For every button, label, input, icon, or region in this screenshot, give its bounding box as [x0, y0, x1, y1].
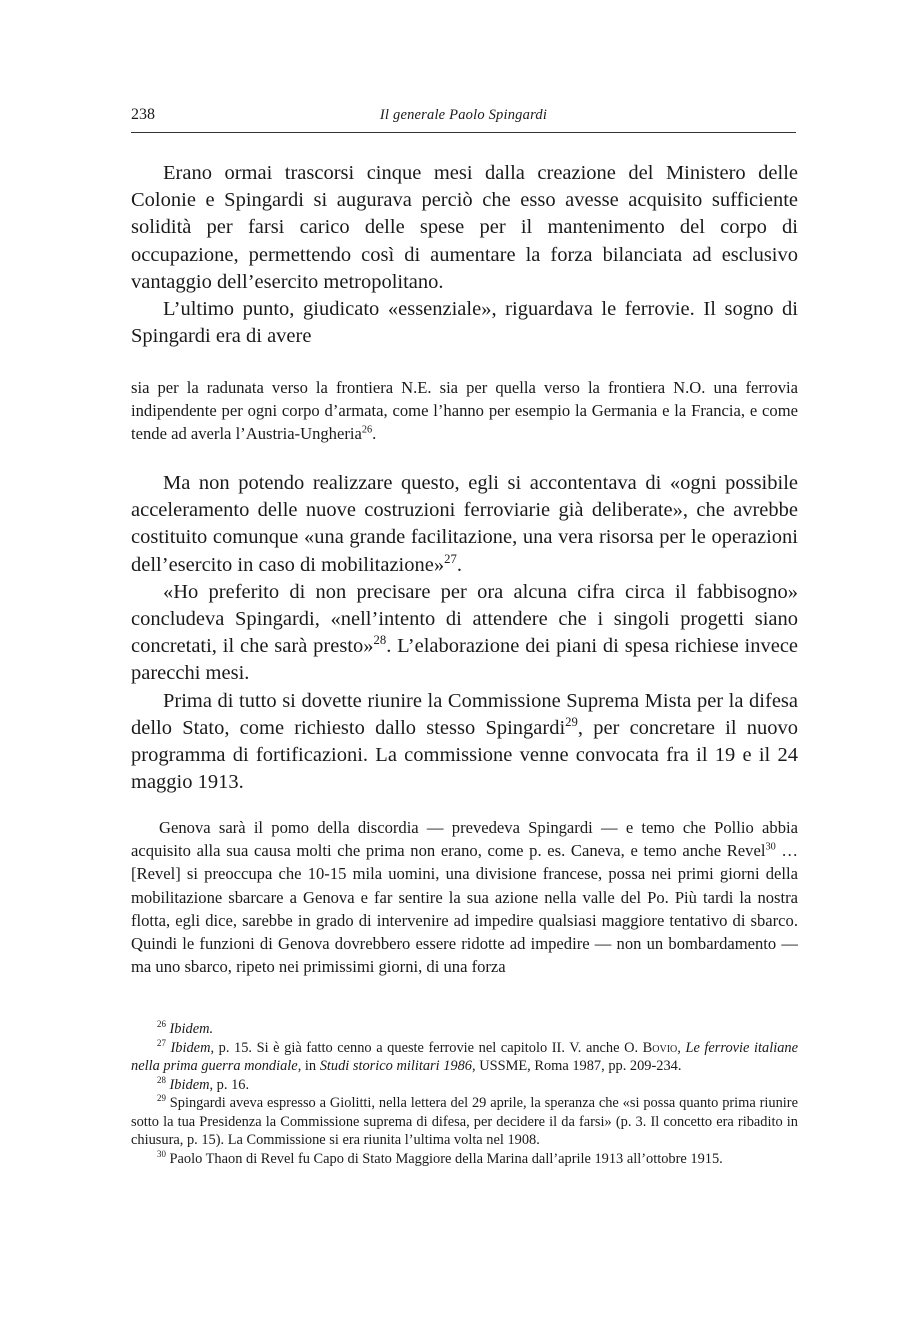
footnote-28-part-b: , p. 16.: [209, 1076, 250, 1093]
footnote-27-number: 27: [157, 1037, 166, 1048]
block-quote-2: [131, 816, 798, 978]
paragraph-5-end: , per concretare il nuovo programma di fortificazioni. La commissione venne convocata fra il 19 e il 24 maggio 1913.: [131, 716, 798, 794]
footnote-29: [131, 1094, 798, 1150]
footnote-27-ibidem: Ibidem: [170, 1039, 211, 1056]
page-number: 238: [131, 106, 155, 123]
footnote-28-ibidem: Ibidem: [169, 1076, 210, 1093]
quote-2-text: [131, 816, 798, 978]
paragraph-3: [131, 470, 798, 579]
running-title: Il generale Paolo Spingardi: [379, 107, 548, 123]
footnote-ref-26: 26: [361, 424, 373, 436]
body-section-1: [131, 160, 798, 350]
footnotes: [131, 1020, 798, 1168]
quote-1-text: [131, 376, 798, 446]
footnote-26: [131, 1020, 798, 1039]
paragraph-5: [131, 688, 798, 797]
paragraph-3-body: Ma non potendo realizzare questo, egli si accontentava di «ogni possibile acceleramento delle nuove costruzioni ferroviarie già deliberate», che avrebbe costituito comunque «una grande facilitazione, una vera risorsa per le operazioni dell’esercito in caso di mobilitazione»: [131, 472, 798, 576]
quote-2-body: Genova sarà il pomo della discordia — prevedeva Spingardi — e temo che Pollio abbia acquisito alla sua causa molti che prima non erano, come p. es. Caneva, e temo anche Revel: [131, 818, 798, 861]
paragraph-4-body: «Ho preferito di non precisare per ora alcuna cifra circa il fabbisogno» concludeva Spingardi, «nell’intento di attendere che i singoli progetti siano concretati, il che sarà presto»: [131, 580, 798, 658]
footnote-27-part-e: , USSME, Roma 1987, pp. 209-234.: [472, 1058, 682, 1074]
footnote-27-journal: Studi storico militari 1986: [319, 1058, 472, 1074]
paragraph-5-body: Prima di tutto si dovette riunire la Commissione Suprema Mista per la difesa dello Stato, come richiesto dallo stesso Spingardi: [131, 689, 798, 739]
footnote-27: [131, 1039, 798, 1076]
footnote-ref-28: 28: [373, 633, 387, 648]
footnote-26-text: Ibidem.: [169, 1021, 214, 1037]
footnote-26-number: 26: [157, 1019, 166, 1030]
footnote-ref-27: 27: [444, 551, 457, 566]
footnote-30-text: Paolo Thaon di Revel fu Capo di Stato Maggiore della Marina dall’aprile 1913 all’ottobre 1915.: [169, 1150, 723, 1167]
footnote-28-number: 28: [157, 1074, 166, 1085]
paragraph-2: L’ultimo punto, giudicato «essenziale», riguardava le ferrovie. Il sogno di Spingardi era di avere: [131, 298, 798, 348]
paragraph-4: [131, 579, 798, 688]
paragraph-1: Erano ormai trascorsi cinque mesi dalla creazione del Ministero delle Colonie e Spingardi si augurava perciò che esso avesse acquisito sufficiente solidità per farsi carico delle spese per il mantenimento del corpo di occupazione, permettendo così di aumentare la forza bilanciata ad esclusivo vantaggio dell’esercito metropolitano.: [131, 162, 798, 293]
footnote-29-text: Spingardi aveva espresso a Giolitti, nella lettera del 29 aprile, la speranza che «si possa quanto prima riunire sotto la tua Presidenza la Commissione suprema di difesa, per decidere il da farsi» (p. 3. Il concetto era ribadito in chiusura, p. 15). La Commissione si era riunita l’ultima volta nel 1908.: [131, 1095, 798, 1148]
quote-1-end: .: [372, 424, 377, 444]
footnote-29-number: 29: [157, 1093, 166, 1104]
body-section-2: [131, 470, 798, 796]
footnote-ref-29: 29: [565, 715, 578, 729]
footnote-ref-30: 30: [765, 841, 776, 853]
paragraph-3-end: .: [456, 553, 462, 576]
footnote-27-part-b: , p. 15. Si è già fatto cenno a queste ferrovie nel capitolo II. V. anche O.: [210, 1039, 643, 1056]
paragraph-4-end: . L’elaborazione dei piani di spesa richiese invece parecchi mesi.: [131, 635, 799, 685]
footnote-28: [131, 1076, 798, 1095]
footnote-30-number: 30: [157, 1148, 166, 1159]
footnote-27-part-c: ,: [677, 1039, 686, 1056]
footnote-30: [131, 1150, 798, 1169]
footnote-27-author: Bovio: [642, 1039, 678, 1056]
footnote-27-title: Le ferrovie italiane nella prima guerra mondiale: [131, 1039, 798, 1074]
block-quote-1: [131, 376, 798, 446]
quote-1-body: sia per la radunata verso la frontiera N.E. sia per quella verso la frontiera N.O. una ferrovia indipendente per ogni corpo d’armata, come l’hanno per esempio la Germania e la Francia, e come tende ad averla l’Austria-Ungheria: [131, 378, 798, 444]
page-header: [131, 106, 796, 133]
quote-2-end: … [Revel] si preoccupa che 10-15 mila uomini, una divisione francese, possa nei primi giorni della mobilitazione sbarcare a Genova e far sentire la sua azione nella valle del Po. Più tardi la nostra flotta, egli dice, sarebbe in grado di intervenire ad impedire qualsiasi maggiore tentativo di sbarco. Quindi le funzioni di Genova dovrebbero essere ridotte ad impedire — non un bombardamento — ma uno sbarco, ripeto nei primissimi giorni, di una forza: [131, 841, 799, 977]
footnote-27-part-d: , in: [297, 1058, 320, 1074]
